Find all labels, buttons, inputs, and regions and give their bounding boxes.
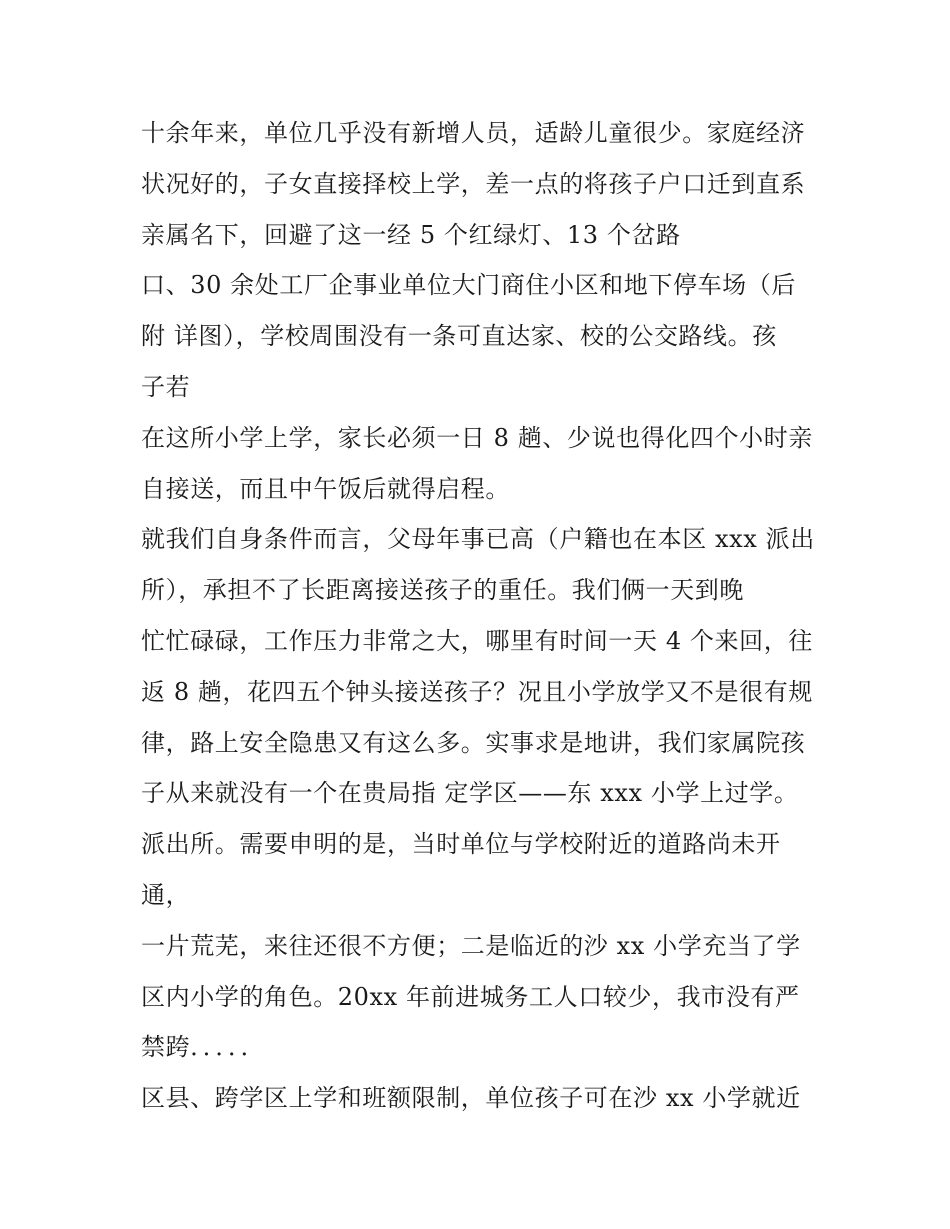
text-line-5: 附 详图），学校周围没有一条可直达家、校的公交路线。孩 xyxy=(141,322,777,351)
text-line-15: 派出所。需要申明的是，当时单位与学校附近的道路尚未开 xyxy=(141,830,781,859)
text-line-13: 律，路上安全隐患又有这么多。实事求是地讲，我们家属院孩 xyxy=(141,728,806,757)
text-line-4: 口、30 余处工厂企事业单位大门商住小区和地下停车场（后 xyxy=(141,271,796,300)
text-line-17: 一片荒芜，来往还很不方便；二是临近的沙 xx 小学充当了学 xyxy=(141,931,801,960)
text-line-19: 禁跨．．．．． xyxy=(141,1033,266,1062)
text-line-16: 通， xyxy=(141,880,191,909)
text-line-1: 十余年来，单位几乎没有新增人员，适龄儿童很少。家庭经济 xyxy=(141,119,806,147)
text-line-9: 就我们自身条件而言，父母年事已高（户籍也在本区 xxx 派出 xyxy=(141,525,815,554)
text-line-7: 在这所小学上学，家长必须一日 8 趟、少说也得化四个小时亲 xyxy=(141,423,813,452)
document-body xyxy=(141,108,831,1124)
text-line-10: 所），承担不了长距离接送孩子的重任。我们俩一天到晚 xyxy=(141,576,744,605)
text-line-18: 区内小学的角色。20xx 年前进城务工人口较少，我市没有严 xyxy=(141,982,800,1011)
text-line-12: 返 8 趟，花四五个钟头接送孩子？况且小学放学又不是很有规 xyxy=(141,677,813,706)
text-line-6: 子若 xyxy=(141,372,191,401)
text-line-11: 忙忙碌碌，工作压力非常之大，哪里有时间一天 4 个来回，往 xyxy=(141,626,813,655)
text-line-14: 子从来就没有一个在贵局指 定学区——东 xxx 小学上过学。 xyxy=(141,779,799,808)
text-line-20: 区县、跨学区上学和班额限制，单位孩子可在沙 xx 小学就近 xyxy=(141,1084,801,1113)
text-line-8: 自接送，而且中午饭后就得启程。 xyxy=(141,474,510,503)
text-line-2: 状况好的，子女直接择校上学，差一点的将孩子户口迁到直系 xyxy=(141,169,806,198)
text-line-3: 亲属名下，回避了这一经 5 个红绿灯、13 个岔路 xyxy=(141,220,681,249)
